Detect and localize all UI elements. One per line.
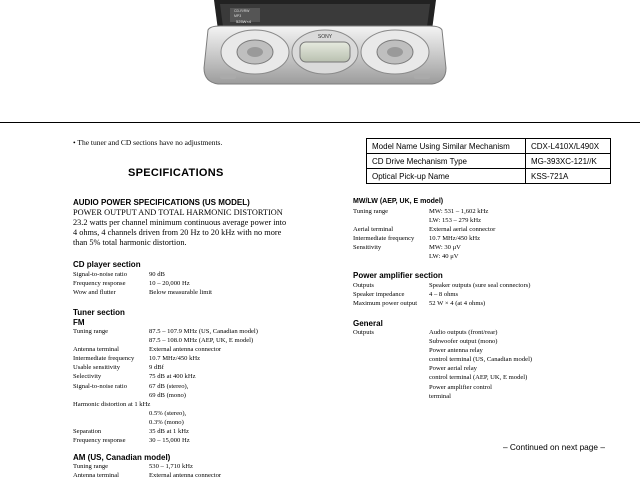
spec-row: [353, 290, 530, 299]
spec-value: 10 – 20,000 Hz: [149, 280, 190, 288]
spec-key: [353, 355, 429, 364]
display-line2: MP3: [234, 14, 242, 18]
table-cell: Optical Pick-up Name: [367, 169, 526, 184]
spec-value: LW: 153 – 279 kHz: [429, 217, 482, 225]
spec-value: 87.5 – 107.9 MHz (US, Canadian model): [149, 328, 258, 335]
spec-key: [353, 337, 429, 346]
spec-row: [353, 299, 530, 308]
spec-row: [73, 471, 221, 480]
spec-row: [73, 279, 212, 288]
table-cell: CD Drive Mechanism Type: [367, 154, 526, 169]
spec-key: [353, 392, 429, 401]
spec-key: Intermediate frequency: [353, 235, 415, 243]
specifications-title: SPECIFICATIONS: [128, 167, 224, 179]
spec-key: [353, 252, 429, 261]
mechanism-table: [366, 138, 611, 184]
spec-row: [353, 392, 532, 401]
table-cell: Model Name Using Similar Mechanism: [367, 139, 526, 154]
spec-value: 4 – 8 ohms: [429, 291, 459, 299]
spec-row: [73, 354, 258, 363]
fm-specs: [73, 327, 258, 445]
spec-value: 90 dB: [149, 271, 165, 278]
spec-value: LW: 40 μV: [429, 253, 459, 261]
table-row: [367, 169, 611, 184]
spec-key: Antenna terminal: [73, 472, 119, 480]
spec-row: [353, 234, 495, 243]
spec-key: [353, 383, 429, 392]
spec-key: Separation: [73, 428, 102, 436]
mwlw-heading: MW/LW (AEP, UK, E model): [353, 198, 444, 205]
spec-row: [73, 372, 258, 381]
spec-value: 9 dBf: [149, 364, 164, 372]
product-photo: [200, 0, 450, 96]
spec-row: [353, 346, 532, 355]
spec-key: Aerial terminal: [353, 226, 394, 234]
spec-value: Power aerial relay: [429, 365, 477, 373]
spec-value: 69 dB (mono): [149, 391, 186, 399]
spec-row: [73, 418, 258, 427]
spec-key: Signal-to-noise ratio: [73, 382, 128, 390]
spec-value: 87.5 – 108.0 MHz (AEP, UK, E model): [149, 337, 254, 345]
spec-key: Signal-to-noise ratio: [73, 271, 128, 278]
spec-row: [353, 383, 532, 392]
table-row: [367, 139, 611, 154]
spec-value: External antenna connector: [149, 472, 222, 480]
table-cell: KSS-721A: [526, 169, 611, 184]
spec-row: [353, 364, 532, 373]
spec-key: Tuning range: [73, 328, 109, 335]
spec-value: 0.3% (mono): [149, 418, 184, 426]
spec-key: [73, 409, 149, 418]
general-heading: General: [353, 319, 383, 328]
spec-row: [353, 337, 532, 346]
spec-row: [353, 225, 495, 234]
mwlw-specs: [353, 207, 495, 262]
car-stereo-image: [200, 0, 450, 96]
spec-row: [353, 355, 532, 364]
spec-value: 30 – 15,000 Hz: [149, 437, 190, 445]
spec-key: Speaker impedance: [353, 291, 405, 299]
spec-row: [353, 281, 530, 290]
general-specs: [353, 328, 532, 401]
spec-row: [73, 345, 258, 354]
spec-value: 52 W × 4 (at 4 ohms): [429, 300, 486, 308]
spec-key: [73, 391, 149, 400]
spec-key: [73, 336, 149, 345]
spec-key: [353, 216, 429, 225]
spec-row: [73, 327, 258, 336]
text-line: 4 ohms, 4 channels driven from 20 Hz to 20 kHz with no more: [73, 228, 282, 237]
logo-text: SONY: [317, 34, 333, 40]
spec-value: control terminal (US, Canadian model): [429, 356, 533, 364]
spec-key: Outputs: [353, 282, 374, 289]
am-specs: [73, 462, 221, 480]
spec-key: Wow and flutter: [73, 289, 116, 297]
spec-key: Intermediate frequency: [73, 355, 135, 363]
spec-row: [73, 391, 258, 400]
spec-key: Usable sensitivity: [73, 364, 121, 372]
spec-row: [353, 207, 495, 216]
spec-row: [353, 243, 495, 252]
spec-row: [73, 436, 258, 445]
power-amp-heading: Power amplifier section: [353, 271, 443, 280]
spec-row: [353, 252, 495, 261]
spec-value: Speaker outputs (sure seal connectors): [429, 282, 531, 289]
continued-note: – Continued on next page –: [503, 442, 605, 452]
power-amp-specs: [353, 281, 530, 308]
spec-key: Sensitivity: [353, 244, 382, 252]
spec-value: 530 – 1,710 kHz: [149, 463, 193, 470]
table-cell: MG-393XC-121//K: [526, 154, 611, 169]
text-line: POWER OUTPUT AND TOTAL HARMONIC DISTORTION: [73, 208, 283, 217]
text-line: 23.2 watts per channel minimum continuous average power into: [73, 218, 287, 227]
spec-key: Frequency response: [73, 437, 126, 445]
table-row: [367, 154, 611, 169]
spec-value: control terminal (AEP, UK, E model): [429, 374, 528, 382]
spec-value: Audio outputs (front/rear): [429, 329, 498, 336]
spec-row: [73, 462, 221, 471]
spec-key: Frequency response: [73, 280, 126, 288]
spec-key: Maximum power output: [353, 300, 418, 308]
spec-row: [353, 216, 495, 225]
audio-power-heading: AUDIO POWER SPECIFICATIONS (US MODEL): [73, 198, 250, 207]
spec-key: Selectivity: [73, 373, 102, 381]
spec-value: Subwoofer output (mono): [429, 338, 498, 346]
spec-key: Tuning range: [353, 208, 389, 215]
spec-row: [73, 288, 212, 297]
spec-key: Antenna terminal: [73, 346, 119, 354]
spec-value: 10.7 MHz/450 kHz: [149, 355, 201, 363]
spec-value: MW: 531 – 1,602 kHz: [429, 208, 489, 215]
model-badge: 525W×4: [236, 19, 252, 24]
tuner-heading: Tuner section: [73, 308, 125, 317]
spec-value: 0.5% (stereo),: [149, 409, 187, 417]
spec-row: [73, 336, 258, 345]
am-heading: AM (US, Canadian model): [73, 453, 171, 462]
spec-key: Outputs: [353, 329, 374, 336]
spec-row: [73, 270, 212, 279]
spec-value: 67 dB (stereo),: [149, 382, 189, 390]
spec-value: terminal: [429, 392, 451, 400]
spec-key: [353, 364, 429, 373]
audio-power-text: [73, 208, 353, 248]
section-divider: [0, 122, 640, 123]
cd-player-heading: CD player section: [73, 260, 141, 269]
spec-row: [73, 400, 258, 409]
display-line1: CD-R/RW: [234, 9, 250, 13]
spec-row: [353, 328, 532, 337]
spec-key: [353, 346, 429, 355]
spec-value: 10.7 MHz/450 kHz: [429, 235, 481, 243]
adjustment-note: • The tuner and CD sections have no adjustments.: [73, 138, 223, 147]
spec-key: Harmonic distortion at 1 kHz: [73, 400, 151, 408]
spec-value: 75 dB at 400 kHz: [149, 373, 196, 381]
spec-value: Power amplifier control: [429, 383, 492, 391]
spec-value: Power antenna relay: [429, 347, 483, 355]
spec-row: [73, 382, 258, 391]
spec-value: External antenna connector: [149, 346, 222, 354]
spec-row: [73, 409, 258, 418]
spec-row: [73, 427, 258, 436]
spec-value: MW: 30 μV: [429, 244, 461, 252]
spec-value: Below measurable limit: [149, 289, 212, 297]
spec-value: 35 dB at 1 kHz: [149, 428, 189, 436]
table-cell: CDX-L410X/L490X: [526, 139, 611, 154]
spec-key: Tuning range: [73, 463, 109, 470]
spec-key: [353, 373, 429, 382]
spec-key: [73, 418, 149, 427]
spec-value: External aerial connector: [429, 226, 496, 234]
spec-row: [353, 373, 532, 382]
cd-player-specs: [73, 270, 212, 297]
spec-row: [73, 363, 258, 372]
text-line: than 5% total harmonic distortion.: [73, 238, 187, 247]
fm-heading: FM: [73, 318, 85, 327]
